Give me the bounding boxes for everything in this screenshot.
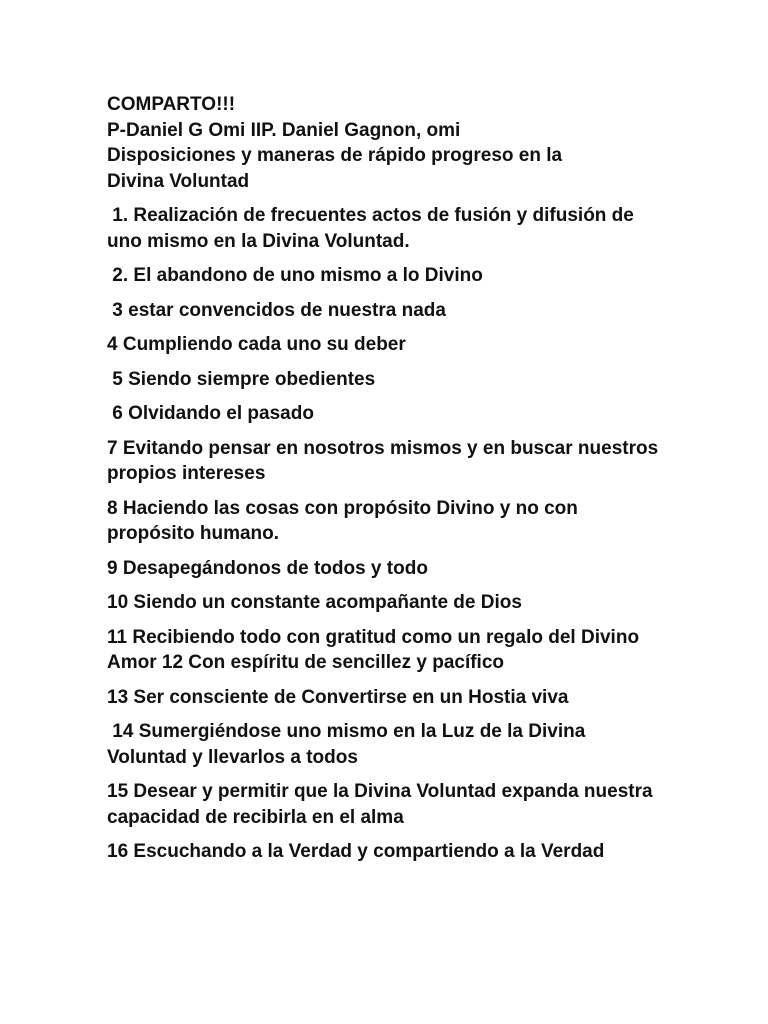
list-item-13: 13 Ser consciente de Convertirse en un Hostia viva (107, 686, 569, 708)
list-item-11-12: 11 Recibiendo todo con gratitud como un regalo del Divino Amor 12 Con espíritu de sencillez y pacífico (107, 626, 644, 673)
list-item-6: 6 Olvidando el pasado (107, 403, 314, 424)
list-item-3: 3 estar convencidos de nuestra nada (107, 299, 446, 321)
list-item-14: 14 Sumergiéndose uno mismo en la Luz de la Divina Voluntad y llevarlos a todos (107, 721, 591, 768)
list-item-2: 2. El abandono de uno mismo a lo Divino (107, 265, 483, 286)
list-item-4: 4 Cumpliendo cada uno su deber (107, 334, 406, 355)
list-item-10: 10 Siendo un constante acompañante de Dios (107, 592, 522, 613)
list-item-5: 5 Siendo siempre obedientes (107, 368, 376, 390)
dispositions-list (107, 203, 667, 865)
document-title-line-1: Disposiciones y maneras de rápido progreso en la (107, 145, 563, 166)
document-header (107, 92, 667, 194)
author-line: P-Daniel G Omi IIP. Daniel Gagnon, omi (107, 119, 461, 141)
list-item-16: 16 Escuchando a la Verdad y compartiendo a la Verdad (107, 841, 605, 862)
list-item-8: 8 Haciendo las cosas con propósito Divino y no con propósito humano. (107, 497, 584, 544)
share-heading: COMPARTO!!! (107, 94, 236, 115)
document-title-line-2: Divina Voluntad (107, 170, 250, 192)
list-item-15: 15 Desear y permitir que la Divina Voluntad expanda nuestra capacidad de recibirla en el alma (107, 781, 658, 828)
list-item-7: 7 Evitando pensar en nosotros mismos y en buscar nuestros propios intereses (107, 437, 664, 484)
document-page (107, 92, 667, 874)
list-item-1: 1. Realización de frecuentes actos de fusión y difusión de uno mismo en la Divina Voluntad. (107, 205, 640, 252)
list-item-9: 9 Desapegándonos de todos y todo (107, 557, 428, 579)
